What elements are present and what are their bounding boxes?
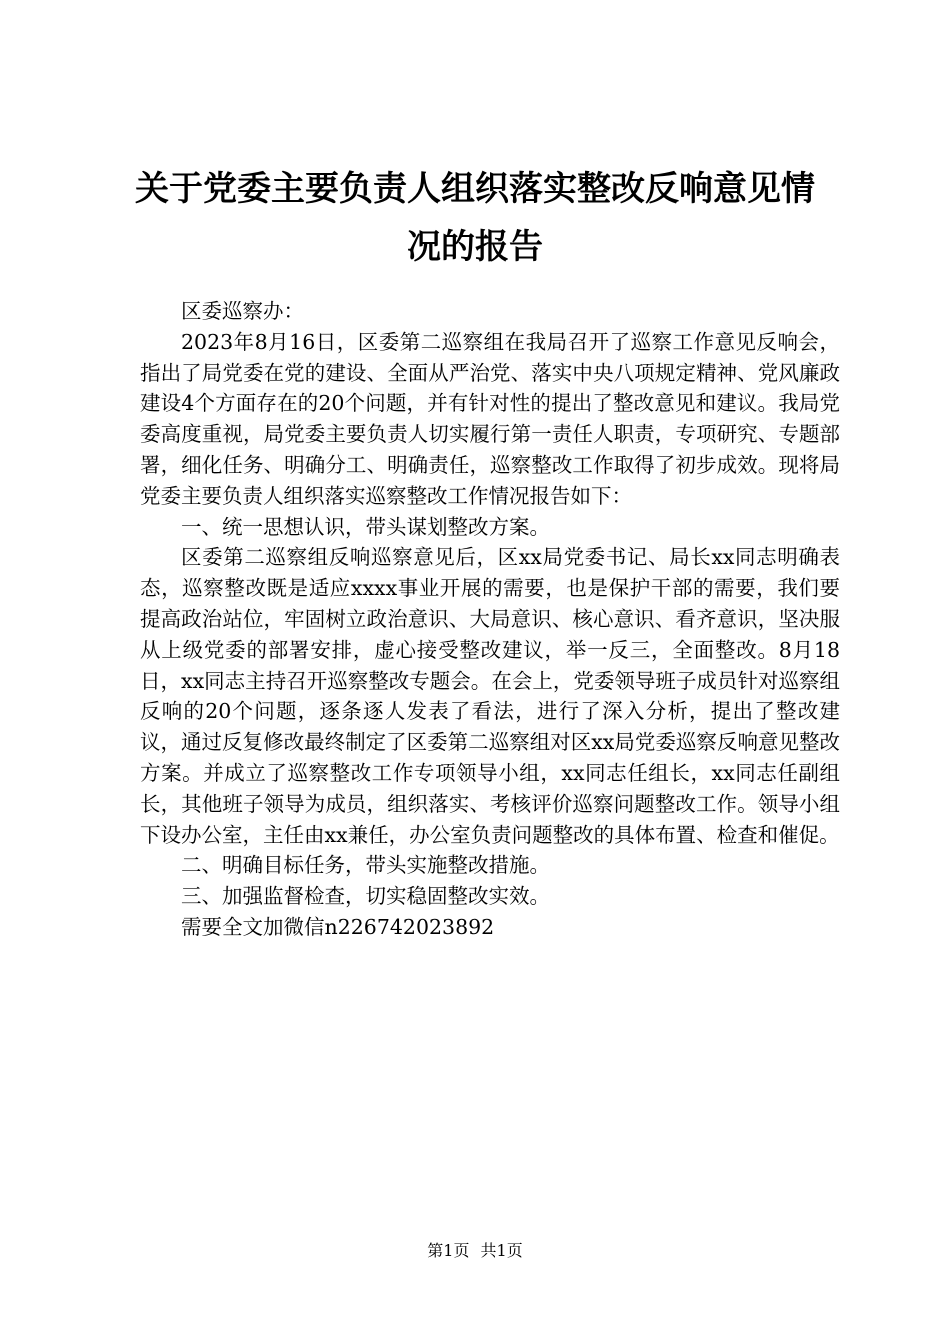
salutation: 区委巡察办： [181, 299, 304, 323]
page-footer [0, 1240, 950, 1262]
paragraph-intro: 2023年8月16日，区委第二巡察组在我局召开了巡察工作意见反响会，指出了局党委在党的建设、全面从严治党、落实中央八项规定精神、党风廉政建设4个方面存在的20个问题，并有针对性的提出了整改意见和建议。我局党委高度重视，局党委主要负责人切实履行第一责任人职责，专项研究、专题部署，细化任务、明确分工、明确责任，巡察整改工作取得了初步成效。现将局党委主要负责人组织落实巡察整改工作情况报告如下： [140, 329, 840, 508]
page-number: 第1页 [427, 1241, 470, 1260]
title-line-2: 况的报告 [407, 227, 543, 267]
title-line-1: 关于党委主要负责人组织落实整改反响意见情 [135, 169, 815, 209]
document-title [100, 160, 850, 276]
paragraph-section-1: 区委第二巡察组反响巡察意见后，区xx局党委书记、局长xx同志明确表态，巡察整改既是适应xxxx事业开展的需要，也是保护干部的需要，我们要提高政治站位，牢固树立政治意识、大局意识、核心意识、看齐意识，坚决服从上级党委的部署安排，虚心接受整改建议，举一反三，全面整改。8月18日，xx同志主持召开巡察整改专题会。在会上，党委领导班子成员针对巡察组反响的20个问题，逐条逐人发表了看法，进行了深入分析，提出了整改建议，通过反复修改最终制定了区委第二巡察组对区xx局党委巡察反响意见整改方案。并成立了巡察整改工作专项领导小组，xx同志任组长，xx同志任副组长，其他班子领导为成员，组织落实、考核评价巡察问题整改工作。领导小组下设办公室，主任由xx兼任，办公室负责问题整改的具体布置、检查和催促。 [140, 545, 840, 847]
document-body [140, 296, 840, 943]
contact-note: 需要全文加微信n226742023892 [181, 914, 495, 939]
heading-section-1: 一、统一思想认识，带头谋划整改方案。 [181, 514, 550, 539]
heading-section-2: 二、明确目标任务，带头实施整改措施。 [181, 853, 550, 878]
page-total: 共1页 [480, 1241, 523, 1260]
heading-section-3: 三、加强监督检查，切实稳固整改实效。 [181, 884, 550, 909]
